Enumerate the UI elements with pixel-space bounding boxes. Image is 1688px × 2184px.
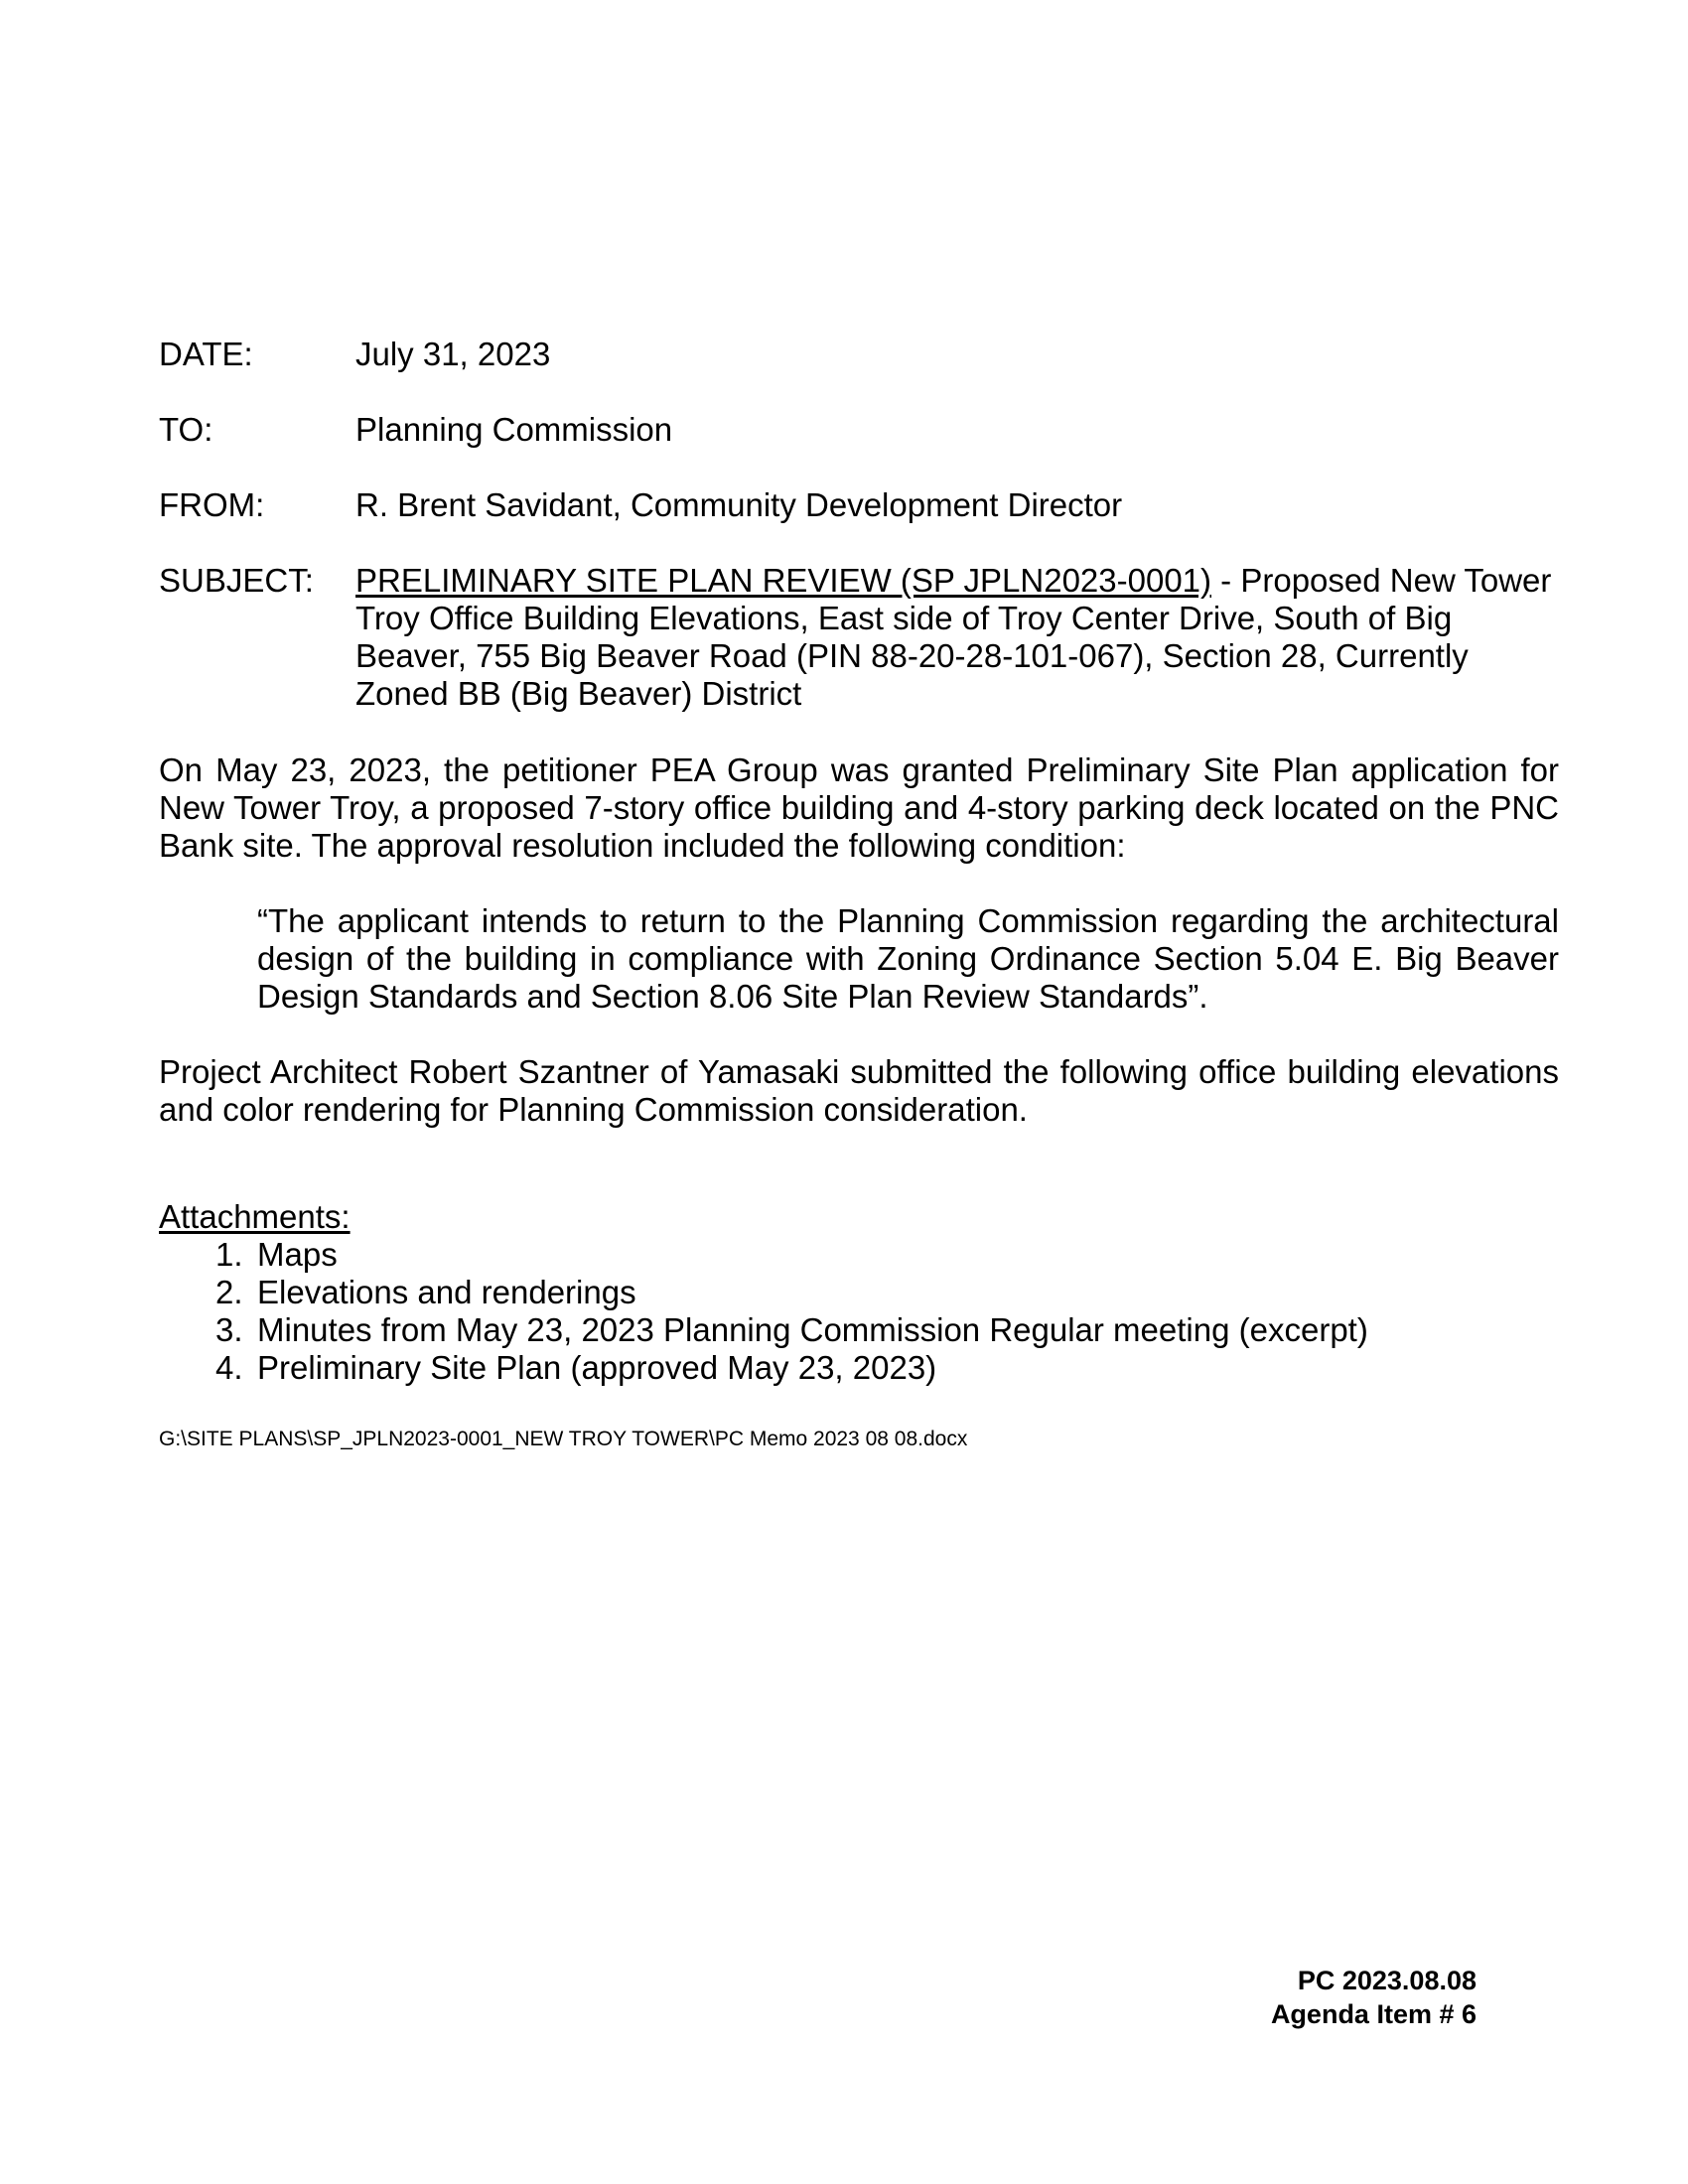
from-label: FROM: [159,486,265,523]
to-row [159,411,1559,449]
date-value: July 31, 2023 [355,336,551,372]
list-item [159,1274,1559,1311]
subject-label: SUBJECT: [159,562,314,599]
condition-quote: “The applicant intends to return to the Planning Commission regarding the architectural design of the building in compliance with Zoning Ordinance Section 5.04 E. Big Beaver Design Standards and Section 8.06 Site Plan Review Standards”. [257,902,1559,1015]
footer-meeting-date: PC 2023.08.08 [1297,1966,1477,1995]
list-item-number: 3. [215,1311,243,1348]
attachments-section [159,1198,1559,1387]
list-item-number: 2. [215,1274,243,1310]
subject-row [159,562,1559,713]
date-label: DATE: [159,336,253,372]
to-value: Planning Commission [355,411,673,448]
list-item [159,1311,1559,1349]
subject-description: - Proposed New Tower Troy Office Building Elevations, East side of Troy Center Drive, South of Big Beaver, 755 Big Beaver Road (PIN 88-20-28-101-067), Section 28, Currently Zoned BB (Big Beaver) District [355,562,1552,712]
list-item-number: 4. [215,1349,243,1386]
list-item-number: 1. [215,1236,243,1273]
list-item-text: Maps [257,1236,338,1273]
subject-value [355,562,1559,713]
date-row [159,336,1559,373]
list-item-text: Elevations and renderings [257,1274,636,1310]
list-item-text: Preliminary Site Plan (approved May 23, 2023) [257,1349,937,1386]
architect-paragraph: Project Architect Robert Szantner of Yamasaki submitted the following office building elevations and color rendering for Planning Commission consideration. [159,1053,1559,1128]
list-item-text: Minutes from May 23, 2023 Planning Commission Regular meeting (excerpt) [257,1311,1368,1348]
list-item [159,1349,1559,1387]
attachments-heading: Attachments: [159,1198,351,1235]
subject-title: PRELIMINARY SITE PLAN REVIEW (SP JPLN2023-0001) [355,562,1212,599]
intro-paragraph: On May 23, 2023, the petitioner PEA Group was granted Preliminary Site Plan application for New Tower Troy, a proposed 7-story office building and 4-story parking deck located on the PNC Bank site. The approval resolution included the following condition: [159,751,1559,864]
attachments-list [159,1236,1559,1387]
to-label: TO: [159,411,213,448]
file-path: G:\SITE PLANS\SP_JPLN2023-0001_NEW TROY TOWER\PC Memo 2023 08 08.docx [159,1428,968,1450]
from-value: R. Brent Savidant, Community Development Director [355,486,1123,523]
footer-agenda-item: Agenda Item # 6 [1270,1999,1477,2029]
from-row [159,486,1559,524]
footer-agenda-block [1271,1964,1477,2031]
list-item [159,1236,1559,1274]
